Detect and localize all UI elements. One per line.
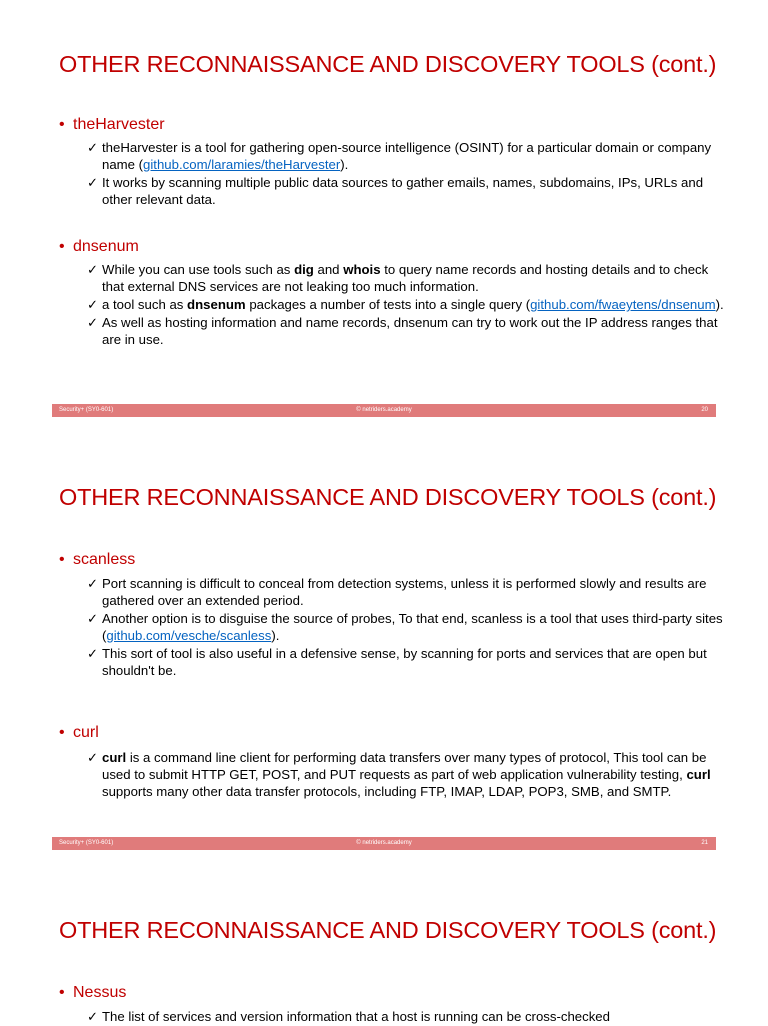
footer-copyright: © netriders.academy: [356, 840, 412, 846]
section-heading-nessus: • Nessus: [59, 984, 127, 1001]
slide-title: OTHER RECONNAISSANCE AND DISCOVERY TOOLS (cont.): [59, 51, 717, 77]
section-heading-dnsenum: • dnsenum: [59, 238, 139, 255]
checkmark-icon: ✓: [87, 297, 99, 312]
checkmark-icon: ✓: [87, 646, 99, 661]
checkmark-icon: ✓: [87, 750, 99, 765]
list-item: ✓ theHarvester is a tool for gathering open-source intelligence (OSINT) for a particular domain or company name (github.com/laramies/theHarvester).: [87, 140, 712, 172]
list-item: ✓ curl is a command line client for performing data transfers over many types of protocol, This tool can be used to submit HTTP GET, POST, and PUT requests as part of web application vulnerability testing, curl supports many other data transfer protocols, including FTP, IMAP, LDAP, POP3, SMB, and SMTP.: [87, 750, 711, 799]
checkmark-icon: ✓: [87, 1009, 99, 1024]
footer-page-number: 20: [701, 407, 708, 413]
checkmark-icon: ✓: [87, 140, 99, 155]
link-theharvester[interactable]: github.com/laramies/theHarvester: [143, 157, 341, 172]
list-item: ✓ As well as hosting information and name records, dnsenum can try to work out the IP address ranges that are in use.: [87, 315, 718, 347]
list-item: ✓ This sort of tool is also useful in a defensive sense, by scanning for ports and services that are open but shouldn't be.: [87, 646, 707, 678]
section-heading-curl: • curl: [59, 724, 99, 741]
bullet-icon: •: [59, 116, 65, 133]
checkmark-icon: ✓: [87, 175, 99, 190]
checkmark-icon: ✓: [87, 576, 99, 591]
bullet-icon: •: [59, 984, 65, 1001]
list-item: ✓ Port scanning is difficult to conceal from detection systems, unless it is performed slowly and results are gathered over an extended period.: [87, 576, 707, 608]
slide-title: OTHER RECONNAISSANCE AND DISCOVERY TOOLS (cont.): [59, 484, 717, 510]
footer-course: Security+ (SY0-601): [59, 840, 114, 846]
list-item: ✓ It works by scanning multiple public data sources to gather emails, names, subdomains, IPs, URLs and other relevant data.: [87, 175, 704, 207]
slide-title: OTHER RECONNAISSANCE AND DISCOVERY TOOLS (cont.): [59, 917, 717, 943]
bullet-icon: •: [59, 551, 65, 568]
section-heading-theharvester: • theHarvester: [59, 116, 165, 133]
section-heading-scanless: • scanless: [59, 551, 136, 568]
bullet-list: [87, 1008, 727, 1026]
link-dnsenum[interactable]: github.com/fwaeytens/dnsenum: [530, 297, 716, 312]
checkmark-icon: ✓: [87, 611, 99, 626]
list-item: ✓ The list of services and version information that a host is running can be cross-checked: [87, 1009, 610, 1024]
bullet-icon: •: [59, 724, 65, 741]
footer-course: Security+ (SY0-601): [59, 407, 114, 413]
link-scanless[interactable]: github.com/vesche/scanless: [106, 628, 272, 643]
bullet-icon: •: [59, 238, 65, 255]
list-item: ✓ Another option is to disguise the source of probes, To that end, scanless is a tool that uses third-party sites (github.com/vesche/scanless).: [87, 611, 723, 643]
footer-page-number: 21: [701, 840, 708, 846]
checkmark-icon: ✓: [87, 262, 99, 277]
checkmark-icon: ✓: [87, 315, 99, 330]
list-item: ✓ a tool such as dnsenum packages a number of tests into a single query (github.com/fwaeytens/dnsenum).: [87, 297, 724, 312]
list-item: ✓ While you can use tools such as dig and whois to query name records and hosting details and to check that external DNS services are not leaking too much information.: [87, 262, 709, 294]
footer-copyright: © netriders.academy: [356, 407, 412, 413]
